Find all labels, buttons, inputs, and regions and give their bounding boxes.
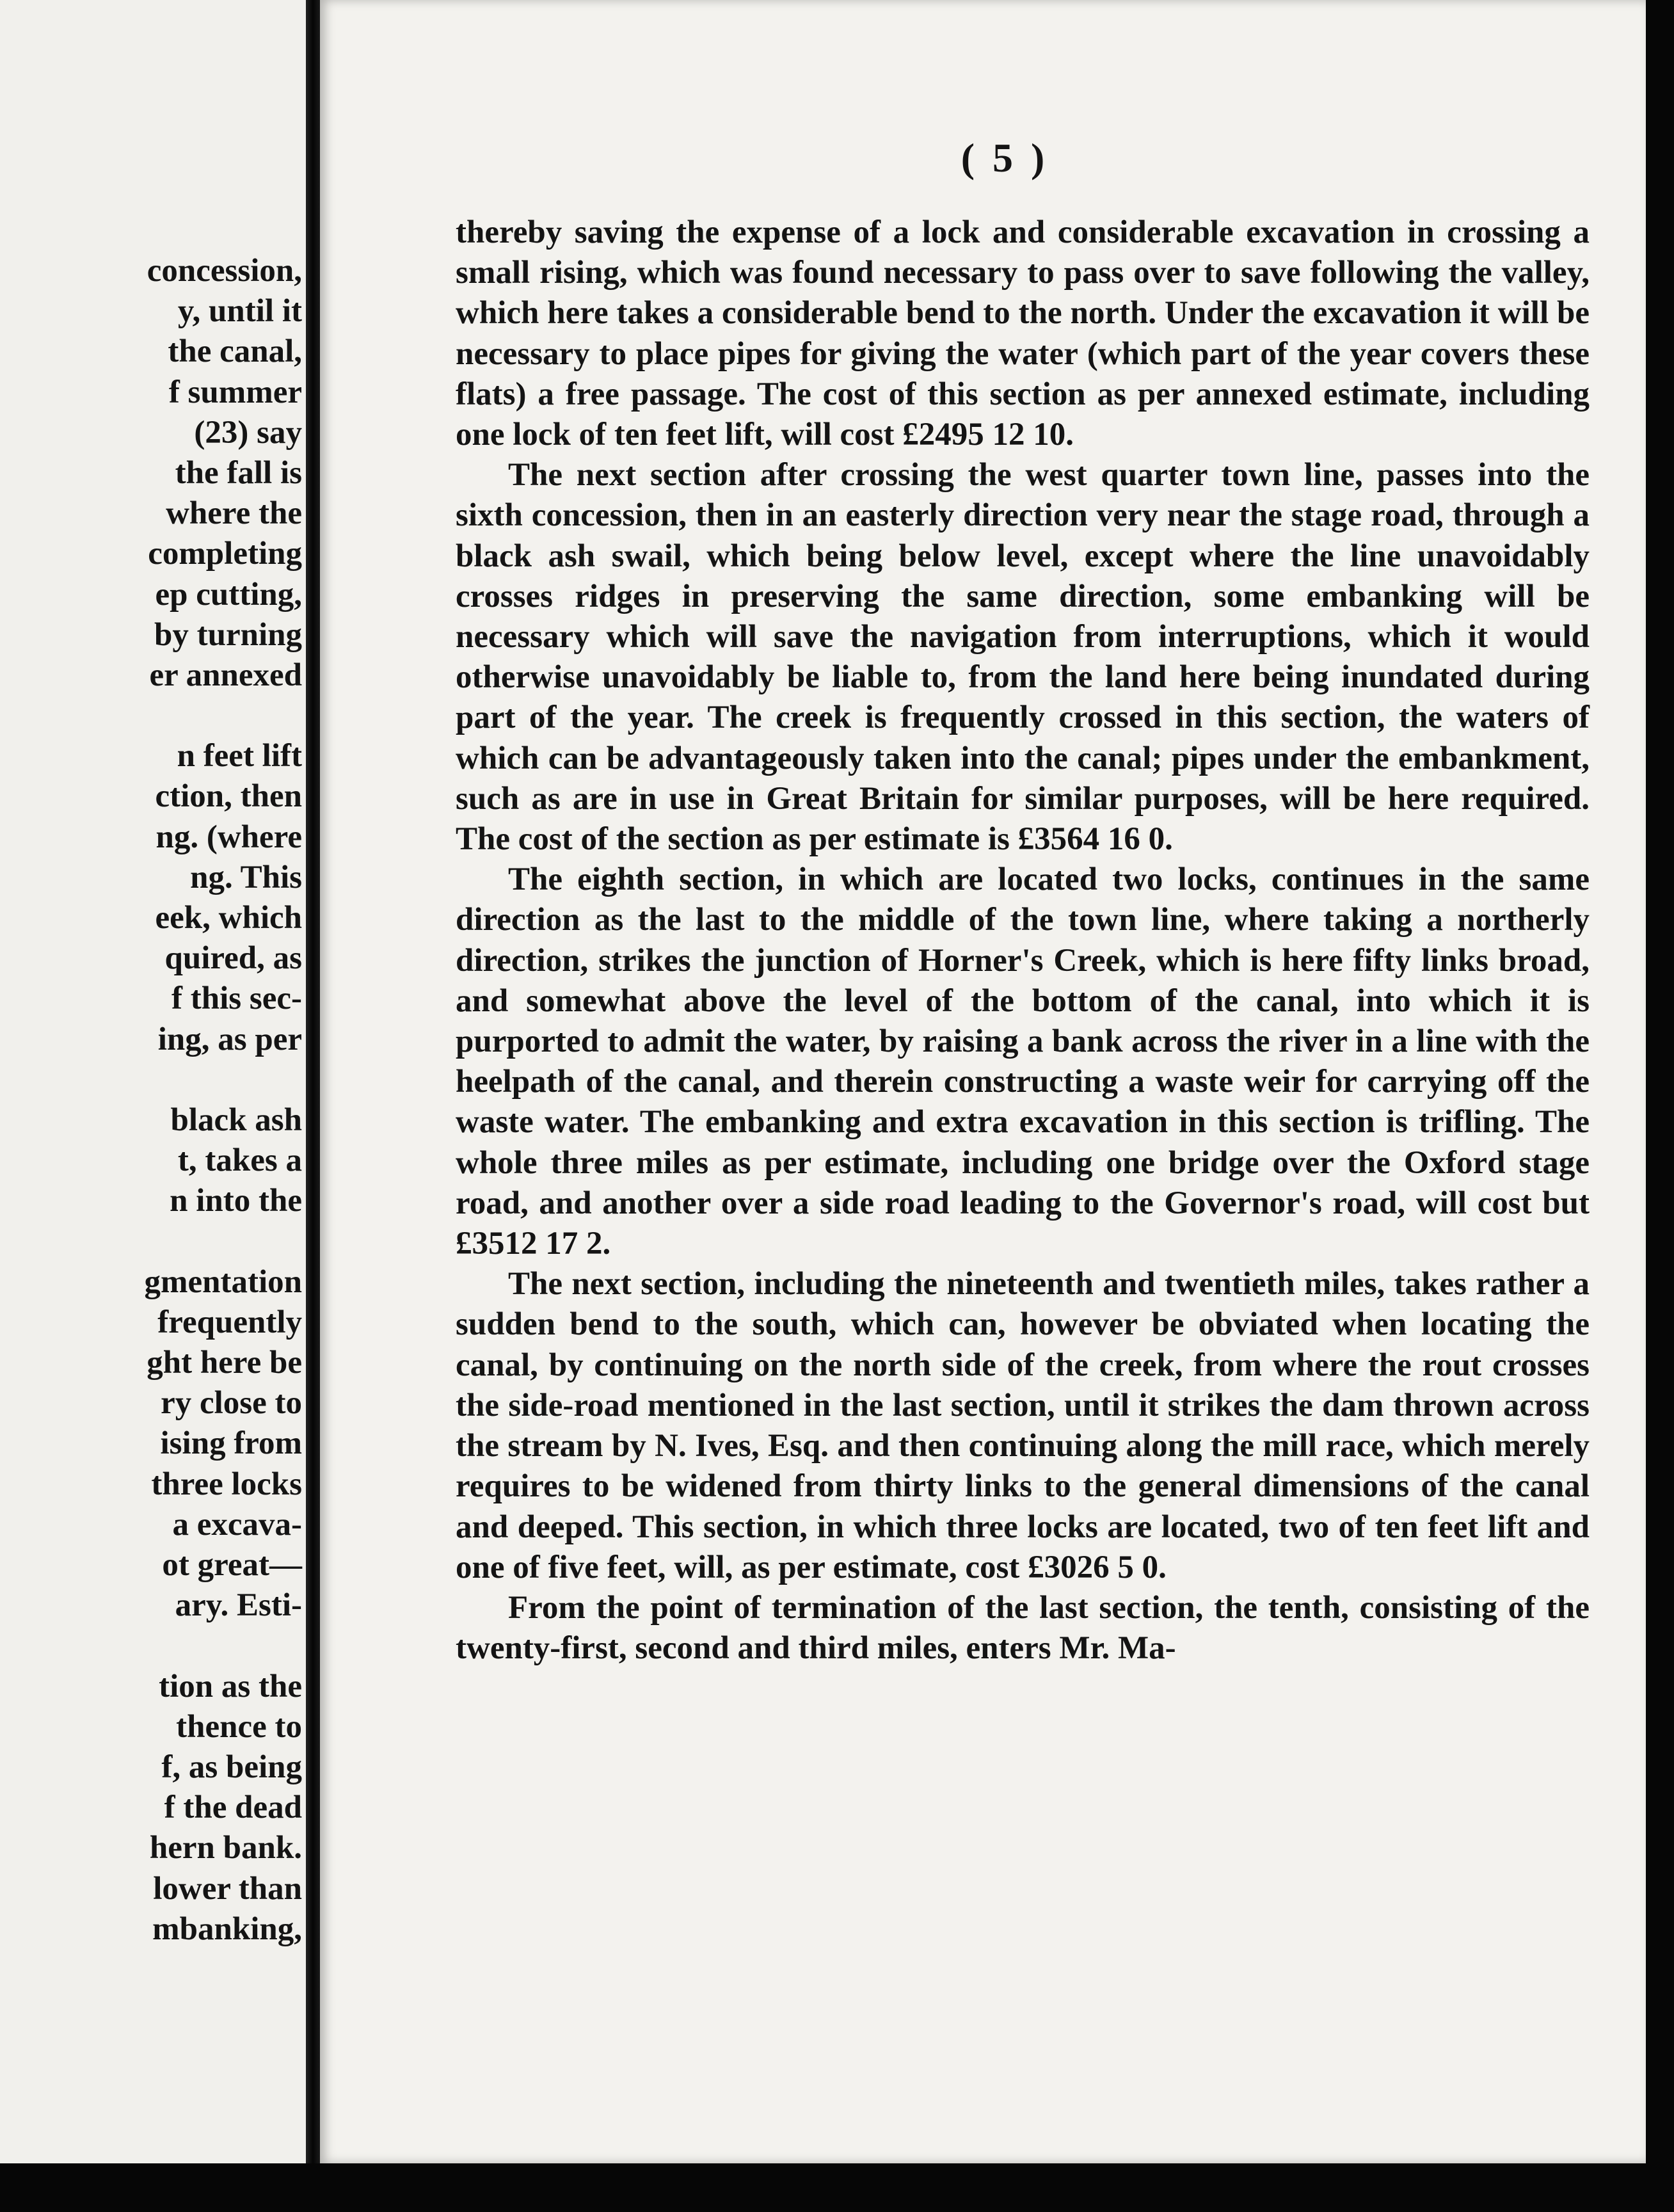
previous-page-line: [1, 696, 302, 736]
previous-page-line: black ash: [170, 1102, 302, 1138]
previous-page-line: quired, as: [164, 940, 302, 977]
paragraph: thereby saving the expense of a lock and considerable excavation in crossing a small rising, which was found necessary to pass over to save following the valley, which here takes a considerable bend to the north. Under the excavation it will be necessary to place pipes for giving the water (which part of the year covers these flats) a free passage. The cost of this section as per annexed estimate, including one lock of ten feet lift, will cost £2495 12 10.: [456, 214, 1590, 453]
previous-page-line: f summer: [168, 374, 302, 410]
previous-page-line: eek, which: [155, 900, 302, 936]
previous-page-line: ary. Esti-: [175, 1587, 302, 1624]
previous-page-line: ry close to: [161, 1385, 302, 1422]
right-page-edge: [1646, 0, 1674, 2212]
previous-page-line: f the dead: [164, 1790, 302, 1826]
page-body: [456, 212, 1590, 1669]
paragraph: From the point of termination of the last section, the tenth, consisting of the twenty-first, second and third miles, enters Mr. Ma-: [456, 1589, 1590, 1667]
paragraph: The next section after crossing the west quarter town line, passes into the sixth concession, then in an easterly direction very near the stage road, through a black ash swail, which being below level, except where the line unavoidably crosses ridges in preserving the same direction, some embanking will be necessary which will save the navigation from interruptions, which it would otherwise unavoidably be liable to, from the land here being inundated during part of the year. The creek is frequently crossed in this section, the waters of which can be advantageously taken into the canal; pipes under the embankment, such as are in use in Great Britain for similar purposes, will be here required. The cost of the section as per estimate is £3564 16 0.: [456, 457, 1590, 858]
book-gutter: [306, 0, 320, 2212]
previous-page-line: t, takes a: [177, 1142, 302, 1179]
previous-page-line: the canal,: [168, 333, 302, 370]
previous-page: [0, 0, 306, 2212]
previous-page-line: [1, 1222, 302, 1262]
previous-page-line: where the: [166, 495, 302, 532]
previous-page-line: the fall is: [175, 454, 302, 491]
previous-page-line: concession,: [147, 253, 302, 289]
previous-page-line: ght here be: [147, 1345, 302, 1381]
previous-page-text: [1, 251, 302, 1950]
previous-page-line: ot great—: [162, 1547, 302, 1583]
previous-page-line: n feet lift: [177, 738, 302, 774]
previous-page-line: completing: [148, 536, 302, 572]
previous-page-line: f this sec-: [171, 981, 302, 1017]
previous-page-line: ing, as per: [157, 1021, 302, 1057]
previous-page-line: ising from: [160, 1425, 302, 1462]
previous-page-line: thence to: [176, 1708, 302, 1745]
previous-page-line: ction, then: [155, 778, 302, 815]
bottom-page-edge: [0, 2163, 1674, 2212]
previous-page-line: y, until it: [177, 293, 302, 330]
previous-page-line: [1, 1626, 302, 1666]
previous-page-line: (23) say: [194, 414, 302, 451]
previous-page-line: tion as the: [159, 1668, 302, 1704]
paragraph: The eighth section, in which are located two locks, continues in the same direction as the last to the middle of the town line, where taking a northerly direction, strikes the junction of Horner's Creek, which is here fifty links broad, and somewhat above the level of the bottom of the canal, into which it is purported to admit the water, by raising a bank across the river in a line with the heelpath of the canal, and therein constructing a waste weir for carrying off the waste water. The embanking and extra excavation in this section is trifling. The whole three miles as per estimate, including one bridge over the Oxford stage road, and another over a side road leading to the Governor's road, will cost but £3512 17 2.: [456, 862, 1590, 1262]
previous-page-line: f, as being: [161, 1749, 302, 1785]
previous-page-line: ng. This: [190, 859, 302, 895]
previous-page-line: hern bank.: [149, 1830, 302, 1866]
previous-page-line: by turning: [154, 616, 302, 653]
previous-page-line: ng. (where: [155, 819, 302, 855]
previous-page-line: lower than: [153, 1870, 302, 1907]
page-number: ( 5 ): [961, 135, 1049, 180]
previous-page-line: gmentation: [144, 1263, 302, 1300]
previous-page-line: er annexed: [149, 657, 302, 693]
previous-page-line: n into the: [170, 1183, 302, 1219]
previous-page-line: ep cutting,: [155, 576, 302, 613]
previous-page-line: [1, 1060, 302, 1100]
previous-page-line: mbanking,: [152, 1911, 302, 1947]
previous-page-line: frequently: [157, 1304, 302, 1340]
previous-page-line: three locks: [151, 1466, 302, 1502]
paragraph: The next section, including the nineteenth and twentieth miles, takes rather a sudden bend to the south, which can, however be obviated when locating the canal, by continuing on the north side of the creek, from where the rout crosses the side-road mentioned in the last section, until it strikes the dam thrown across the stream by N. Ives, Esq. and then continuing along the mill race, which merely requires to be widened from thirty links to the general dimensions of the canal and deeped. This section, in which three locks are located, two of ten feet lift and one of five feet, will, as per estimate, cost £3026 5 0.: [456, 1266, 1590, 1585]
previous-page-line: a excava-: [172, 1506, 302, 1543]
